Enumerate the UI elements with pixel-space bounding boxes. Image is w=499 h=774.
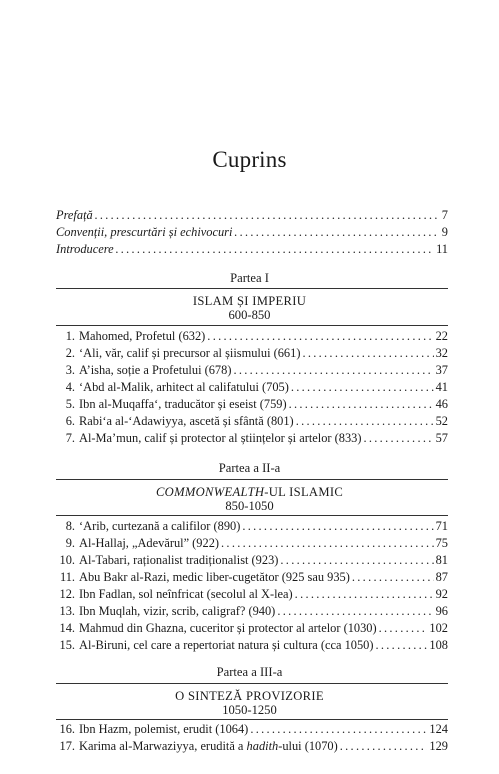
toc-entry-label: ‘Ali, văr, calif și precursor al șiismului (661) bbox=[79, 346, 301, 360]
leader-dots bbox=[364, 430, 434, 447]
toc-entry-page: 71 bbox=[435, 519, 448, 533]
part-1-divider bbox=[56, 288, 448, 289]
toc-entry-page: 124 bbox=[429, 722, 448, 736]
leader-dots bbox=[379, 620, 428, 637]
toc-entry-page: 52 bbox=[435, 414, 448, 428]
toc-entry[interactable] bbox=[56, 535, 448, 552]
toc-entry-label: A’isha, soție a Profetului (678) bbox=[79, 363, 232, 377]
part-2-title-italic: COMMONWEALTH bbox=[155, 485, 265, 499]
part-1-heading: Partea I bbox=[230, 271, 269, 285]
toc-entry-page: 46 bbox=[435, 397, 448, 411]
toc-entry-page: 9 bbox=[441, 225, 448, 239]
part-3-title: O SINTEZĂ PROVIZORIE bbox=[175, 689, 324, 703]
toc-entry[interactable] bbox=[56, 413, 448, 430]
leader-dots bbox=[95, 207, 440, 224]
toc-entry-page: 57 bbox=[435, 431, 448, 445]
toc-entry[interactable] bbox=[56, 379, 448, 396]
toc-entry-page: 32 bbox=[435, 346, 448, 360]
toc-entry[interactable] bbox=[56, 738, 448, 755]
leader-dots bbox=[291, 379, 434, 396]
toc-entry-label: Mahomed, Profetul (632) bbox=[79, 329, 206, 343]
part-2-years: 850-1050 bbox=[225, 499, 274, 513]
toc-entry-number: 9. bbox=[65, 536, 75, 550]
toc-entry-page: 87 bbox=[435, 570, 448, 584]
toc-entry-page: 75 bbox=[435, 536, 448, 550]
toc-entry-page: 41 bbox=[435, 380, 448, 394]
toc-entry-label: Al-Hallaj, „Adevărul” (922) bbox=[79, 536, 220, 550]
toc-entry-label: Convenții, prescurtări și echivocuri bbox=[56, 225, 233, 239]
toc-entry[interactable] bbox=[56, 637, 448, 654]
part-3-heading: Partea a III-a bbox=[216, 665, 283, 679]
toc-entry[interactable] bbox=[56, 362, 448, 379]
toc-entry-label: Al-Ma’mun, calif și protector al științelor și artelor (833) bbox=[79, 431, 362, 445]
toc-entry-page: 37 bbox=[435, 363, 448, 377]
toc-entry-label: Ibn al-Muqaffa‘, traducător și eseist (759) bbox=[79, 397, 287, 411]
part-1-years: 600-850 bbox=[228, 308, 271, 322]
leader-dots bbox=[242, 518, 433, 535]
part-3-divider bbox=[56, 719, 448, 720]
toc-entry-label: Ibn Fadlan, sol neînfricat (secolul al X-lea) bbox=[79, 587, 293, 601]
toc-entry-number: 13. bbox=[59, 604, 75, 618]
toc-entry[interactable] bbox=[56, 569, 448, 586]
toc-entry-label: Mahmud din Ghazna, cuceritor și protector al artelor (1030) bbox=[79, 621, 377, 635]
toc-entry-page: 7 bbox=[441, 208, 448, 222]
toc-entry-number: 15. bbox=[59, 638, 75, 652]
toc-entry-page: 92 bbox=[435, 587, 448, 601]
toc-entry-number: 7. bbox=[65, 431, 75, 445]
toc-entry-label: ‘Abd al-Malik, arhitect al califatului (705) bbox=[79, 380, 289, 394]
toc-entry-number: 2. bbox=[65, 346, 75, 360]
toc-entry-label: Ibn Hazm, polemist, erudit (1064) bbox=[79, 722, 249, 736]
leader-dots bbox=[250, 721, 427, 738]
leader-dots bbox=[221, 535, 434, 552]
toc-entry-label-part: -ului (1070) bbox=[278, 739, 338, 753]
toc-entry-label: Prefață bbox=[56, 208, 93, 222]
toc-entry-label: Abu Bakr al-Razi, medic liber-cugetător (925 sau 935) bbox=[79, 570, 350, 584]
toc-entry-label-italic: hadith bbox=[246, 739, 279, 753]
leader-dots bbox=[116, 241, 434, 258]
toc-entry-number: 8. bbox=[65, 519, 75, 533]
toc-entry-number: 4. bbox=[65, 380, 75, 394]
part-2-divider bbox=[56, 515, 448, 516]
toc-entry-page: 11 bbox=[436, 242, 448, 256]
toc-entry-conventions[interactable] bbox=[56, 224, 448, 241]
toc-entry-page: 81 bbox=[435, 553, 448, 567]
leader-dots bbox=[352, 569, 434, 586]
leader-dots bbox=[207, 328, 433, 345]
toc-entry-page: 102 bbox=[429, 621, 448, 635]
toc-entry-label: ‘Arib, curtezană a califilor (890) bbox=[79, 519, 241, 533]
toc-entry-label: Introducere bbox=[56, 242, 114, 256]
toc-entry-number: 17. bbox=[59, 739, 75, 753]
toc-entry-page: 96 bbox=[435, 604, 448, 618]
toc-entry-label: Al-Biruni, cel care a repertoriat natura și cultura (cca 1050) bbox=[79, 638, 374, 652]
toc-entry[interactable] bbox=[56, 603, 448, 620]
part-2-divider bbox=[56, 479, 448, 480]
toc-entry-preface[interactable] bbox=[56, 207, 448, 224]
toc-entry[interactable] bbox=[56, 552, 448, 569]
leader-dots bbox=[289, 396, 434, 413]
page-title: Cuprins bbox=[212, 147, 287, 172]
toc-entry[interactable] bbox=[56, 396, 448, 413]
toc-entry-number: 10. bbox=[59, 553, 75, 567]
toc-entry-number: 6. bbox=[65, 414, 75, 428]
part-2-heading: Partea a II-a bbox=[218, 461, 281, 475]
toc-entry-number: 16. bbox=[59, 722, 75, 736]
toc-entry-page: 22 bbox=[435, 329, 448, 343]
part-1-title: ISLAM ȘI IMPERIU bbox=[192, 294, 307, 308]
toc-entry[interactable] bbox=[56, 430, 448, 447]
toc-entry[interactable] bbox=[56, 328, 448, 345]
leader-dots bbox=[296, 413, 434, 430]
leader-dots bbox=[277, 603, 433, 620]
toc-entry-page: 108 bbox=[429, 638, 448, 652]
toc-entry-page: 129 bbox=[429, 739, 448, 753]
toc-entry[interactable] bbox=[56, 721, 448, 738]
toc-entry-introduction[interactable] bbox=[56, 241, 448, 258]
leader-dots bbox=[295, 586, 434, 603]
leader-dots bbox=[340, 738, 428, 755]
toc-entry-label bbox=[79, 738, 338, 755]
toc-entry[interactable] bbox=[56, 518, 448, 535]
leader-dots bbox=[375, 637, 427, 654]
toc-entry-label-part: Karima al-Marwaziyya, erudită a bbox=[79, 739, 247, 753]
toc-entry-number: 12. bbox=[59, 587, 75, 601]
part-2-title-rest: -UL ISLAMIC bbox=[264, 485, 344, 499]
part-3-divider bbox=[56, 683, 448, 684]
toc-entry-number: 14. bbox=[59, 621, 75, 635]
toc-entry-number: 11. bbox=[59, 570, 75, 584]
leader-dots bbox=[302, 345, 433, 362]
toc-entry-label: Ibn Muqlah, vizir, scrib, caligraf? (940) bbox=[79, 604, 276, 618]
toc-entry-number: 5. bbox=[65, 397, 75, 411]
toc-entry-label: Al-Tabari, raționalist tradiționalist (923) bbox=[79, 553, 279, 567]
part-1-divider bbox=[56, 325, 448, 326]
toc-entry-label: Rabi‘a al-‘Adawiyya, ascetă și sfântă (801) bbox=[79, 414, 294, 428]
leader-dots bbox=[280, 552, 433, 569]
leader-dots bbox=[234, 224, 439, 241]
toc-entry-number: 3. bbox=[65, 363, 75, 377]
toc-entry[interactable] bbox=[56, 345, 448, 362]
toc-entry[interactable] bbox=[56, 586, 448, 603]
toc-entry-number: 1. bbox=[65, 329, 75, 343]
leader-dots bbox=[233, 362, 433, 379]
toc-entry[interactable] bbox=[56, 620, 448, 637]
part-3-years: 1050-1250 bbox=[222, 703, 277, 717]
